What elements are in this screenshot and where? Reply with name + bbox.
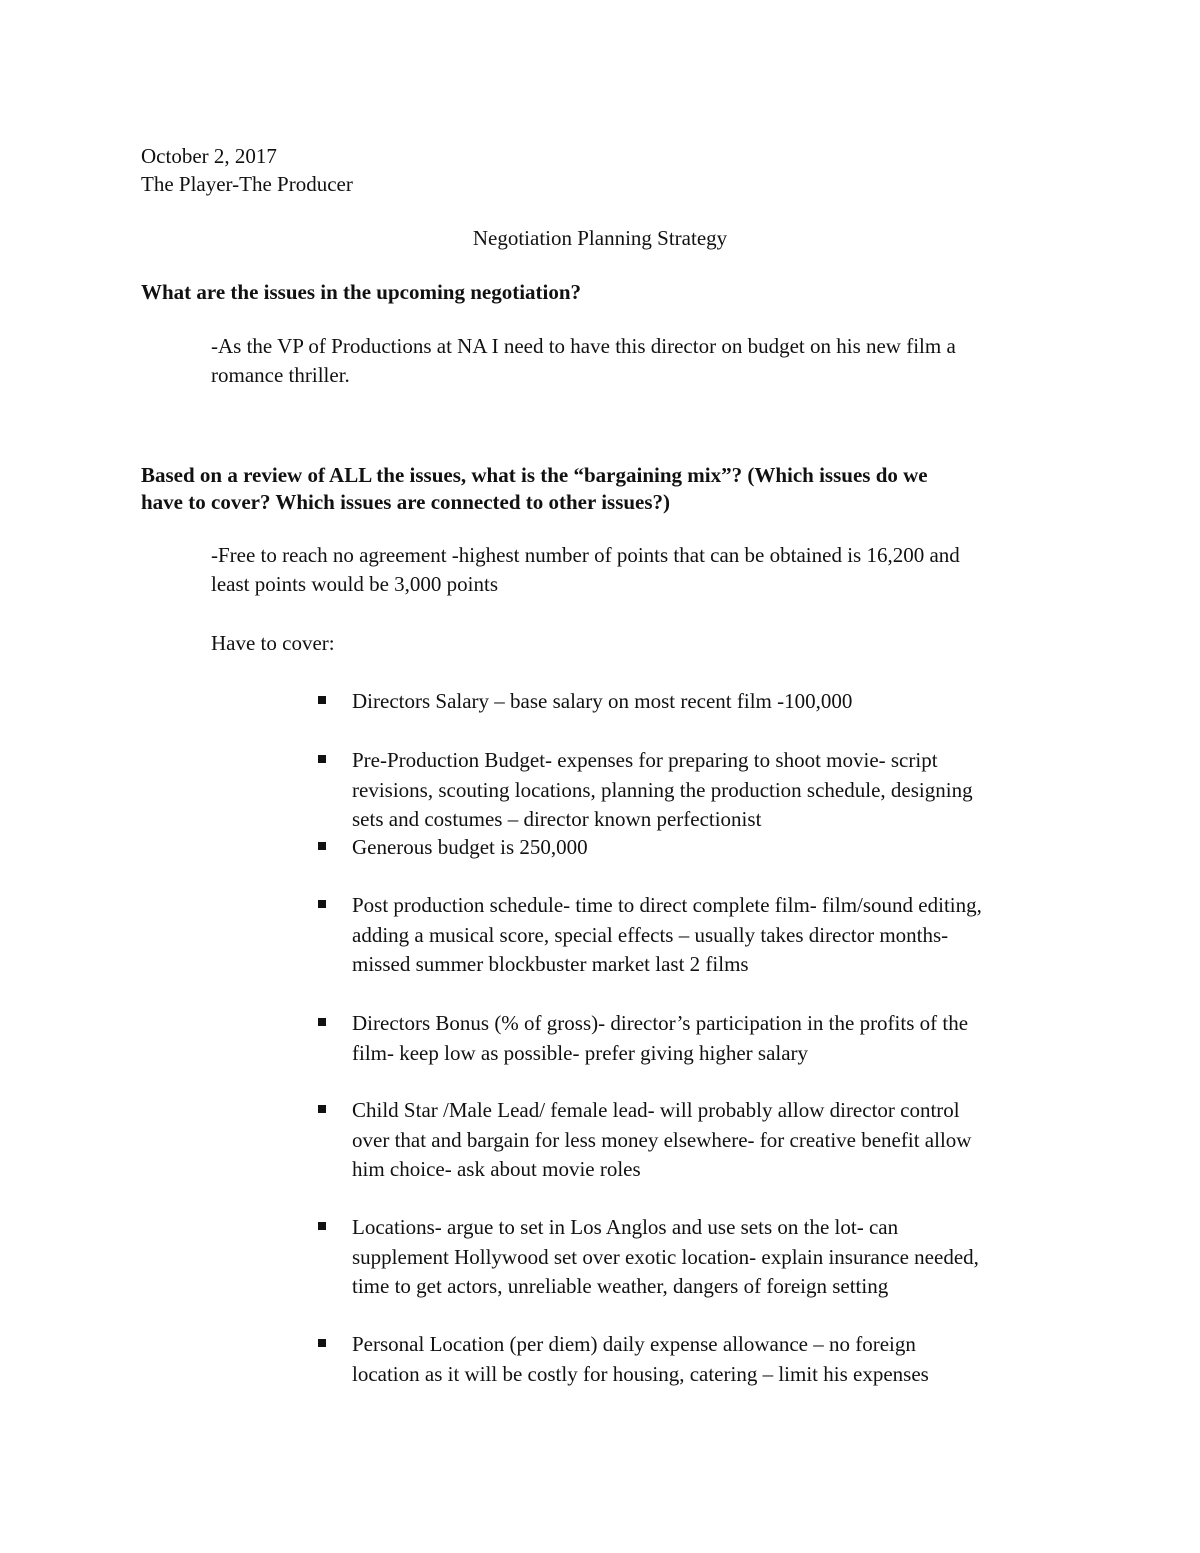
section1-question: What are the issues in the upcoming negotiation? (141, 280, 582, 304)
section2-answer-line: least points would be 3,000 points (211, 572, 498, 596)
section1-answer-line: romance thriller. (211, 363, 350, 387)
list-item: Personal Location (per diem) daily expense allowance – no foreign location as it will be costly for housing, catering – limit his expenses (352, 1332, 929, 1386)
section2-answer-line: -Free to reach no agreement -highest number of points that can be obtained is 16,200 and (211, 543, 960, 567)
list-item: Generous budget is 250,000 (352, 835, 588, 859)
square-bullet-icon (318, 1105, 326, 1113)
square-bullet-icon (318, 1222, 326, 1230)
section1-answer-line: -As the VP of Productions at NA I need to have this director on budget on his new film a (211, 334, 956, 358)
list-item: Directors Bonus (% of gross)- director’s participation in the profits of the film- keep low as possible- prefer giving higher salary (352, 1011, 969, 1065)
square-bullet-icon (318, 900, 326, 908)
section2-question-line: Based on a review of ALL the issues, what is the “bargaining mix”? (Which issues do we (141, 463, 928, 487)
date-line: October 2, 2017 (141, 144, 277, 168)
square-bullet-icon (318, 1339, 326, 1347)
list-item: Directors Salary – base salary on most recent film -100,000 (352, 689, 853, 713)
square-bullet-icon (318, 842, 326, 850)
square-bullet-icon (318, 696, 326, 704)
list-item: Locations- argue to set in Los Anglos and use sets on the lot- can supplement Hollywood set over exotic location- explain insurance needed, time to get actors, unreliable weather, dangers of foreign setting (352, 1215, 979, 1298)
document-title: Negotiation Planning Strategy (472, 226, 728, 250)
subtitle-line: The Player-The Producer (141, 172, 353, 196)
square-bullet-icon (318, 755, 326, 763)
list-item: Post production schedule- time to direct complete film- film/sound editing, adding a musical score, special effects – usually takes director months- missed summer blockbuster market last 2 films (352, 893, 982, 976)
cover-label: Have to cover: (211, 631, 335, 655)
section2-question-line: have to cover? Which issues are connected to other issues?) (141, 490, 671, 514)
list-item: Child Star /Male Lead/ female lead- will probably allow director control over that and bargain for less money elsewhere- for creative benefit allow him choice- ask about movie roles (352, 1098, 972, 1181)
list-item: Pre-Production Budget- expenses for preparing to shoot movie- script revisions, scouting locations, planning the production schedule, designing sets and costumes – director known perfectionist (352, 748, 973, 831)
square-bullet-icon (318, 1018, 326, 1026)
